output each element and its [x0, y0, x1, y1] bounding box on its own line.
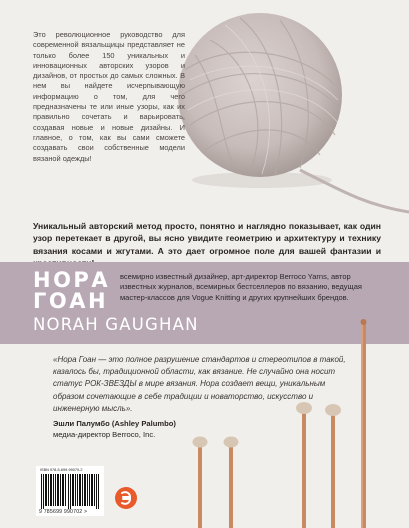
- isbn-label: ISBN 978-5-699-99070-2: [40, 468, 83, 472]
- lead-paragraph: Уникальный авторский метод просто, понятно и наглядно показывает, как один узор перетекает в другой, вы ясно увидите геометрию и архитектуру и технику вязания косами и жгутами. А это дает огромное поле для вашей фантазии и: [33, 221, 381, 256]
- intro-paragraph: Это революционное руководство для современной вязальщицы представляет не только более 150 уникальных и инновационных авторских узоров и дизайнов, от простых до самых сложных. В нем вы найдете исчерпывающую информацию о том, для чего предназначены те или иные узоры, как их правильно сочетать и варьировать, создавая новые и новые дизайны. И главное, о том, как вы сами сможете создавать свои собственные модели вязаной одежды!: [33, 30, 185, 163]
- author-bio: всемирно известный дизайнер, арт-директор Berroco Yarns, автор известных журналов, всемирных бестселлеров по вязанию, ведущая мастер-классов для Vogue Knitting и других крупнейших брендов.: [120, 272, 362, 302]
- eksmo-logo-icon: [114, 486, 138, 510]
- quote-attribution: [53, 418, 176, 440]
- review-quote: «Нора Гоан — это полное разрушение стандартов и стереотипов в такой, казалось бы, традиционной области, как вязание. Не случайно она носит статус РОК-ЗВЕЗДЫ в мире вязания. Нора создает вещи, уникальным образом сочетающие в себе традиции и новаторство, искусство и инженерную мысль».: [53, 355, 346, 413]
- author-band: [0, 262, 409, 344]
- barcode-digits: 9 785699 990702 >: [39, 509, 88, 515]
- barcode: [36, 466, 104, 516]
- yarn-ball-icon: [150, 0, 409, 230]
- attribution-name: Эшли Палумбо (Ashley Palumbo): [53, 419, 176, 428]
- attribution-role: медиа-директор Berroco, Inc.: [53, 430, 156, 439]
- author-name: [33, 270, 110, 312]
- author-name-line1: НОРА: [33, 268, 111, 292]
- author-name-latin: NORAH GAUGHAN: [33, 315, 199, 334]
- barcode-bars: [41, 474, 101, 509]
- author-name-line2: ГОАН: [33, 289, 109, 313]
